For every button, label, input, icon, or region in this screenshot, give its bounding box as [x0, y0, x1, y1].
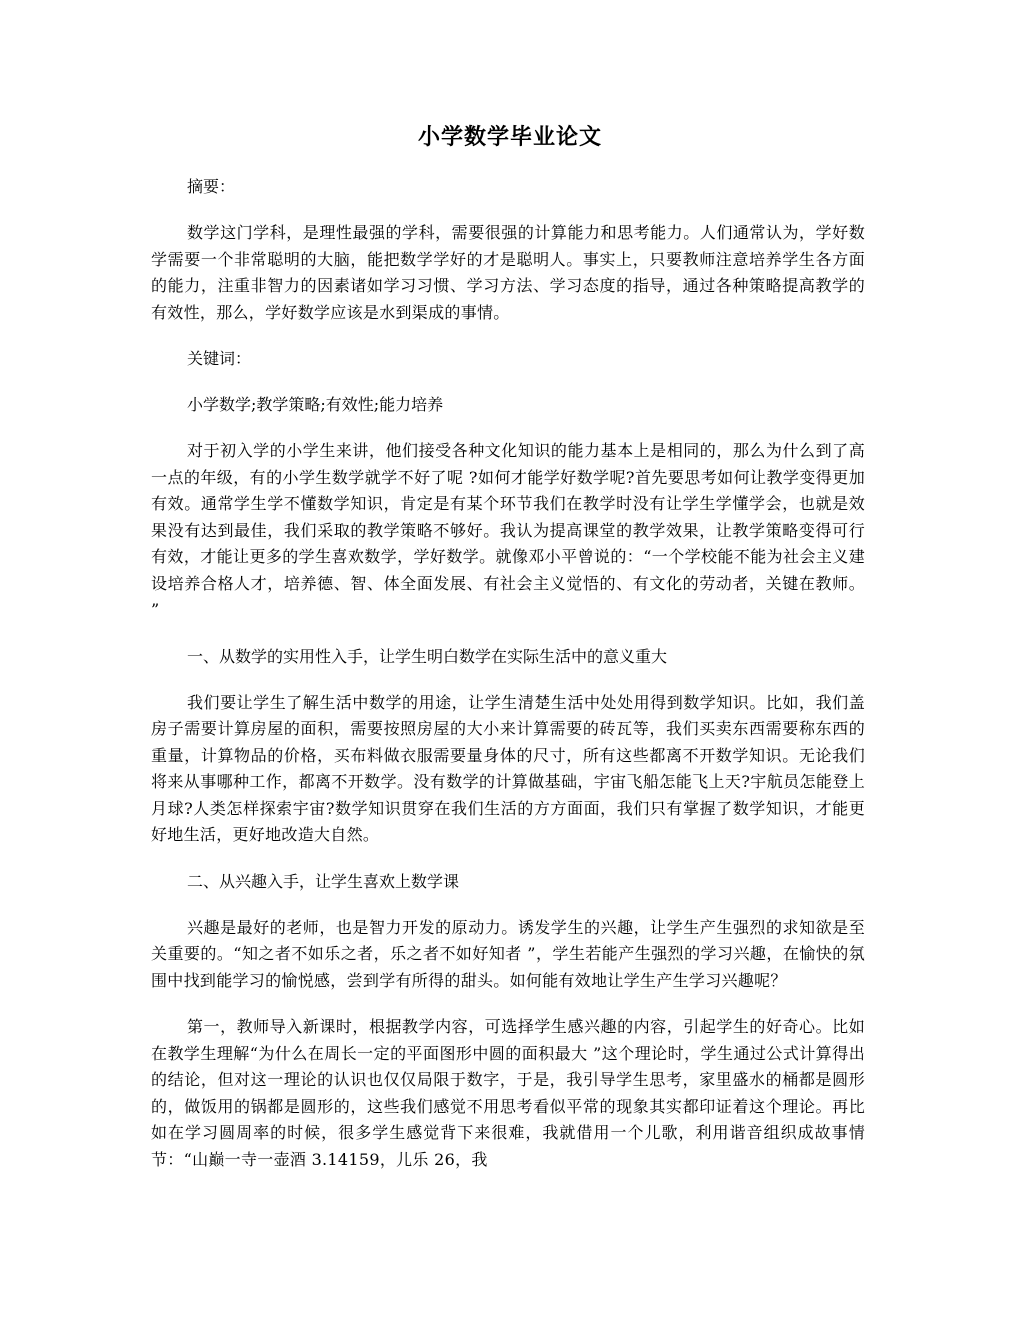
abstract-paragraph: 数学这门学科，是理性最强的学科，需要很强的计算能力和思考能力。人们通常认为，学好数学需要一个非常聪明的大脑，能把数学学好的才是聪明人。事实上，只要教师注意培养学生各方面的能力，注重非智力的因素诸如学习习惯、学习方法、学习态度的指导，通过各种策略提高教学的有效性，那么，学好数学应该是水到渠成的事情。 — [151, 223, 865, 322]
intro-paragraph: 对于初入学的小学生来讲，他们接受各种文化知识的能力基本上是相同的，那么为什么到了高一点的年级，有的小学生数学就学不好了呢 ?如何才能学好数学呢?首先要思考如何让教学变得更加有效。通常学生学不懂数学知识，肯定是有某个环节我们在教学时没有让学生学懂学会，也就是效果没有达到最佳，我们采取的教学策略不够好。我认为提高课堂的教学效果，让教学策略变得可行有效，才能让更多的学生喜欢数学，学好数学。就像邓小平曾说的：“一个学校能不能为社会主义建设培养合格人才，培养德、智、体全面发展、有社会主义觉悟的、有文化的劳动者，关键在教师。 ” — [151, 441, 865, 619]
abstract-label: 摘要： — [187, 177, 236, 196]
keywords-text: 小学数学;教学策略;有效性;能力培养 — [187, 395, 444, 414]
section-1-paragraph: 我们要让学生了解生活中数学的用途，让学生清楚生活中处处用得到数学知识。比如，我们盖房子需要计算房屋的面积，需要按照房屋的大小来计算需要的砖瓦等，我们买卖东西需要称东西的重量，计算物品的价格，买布料做衣服需要量身体的尺寸，所有这些都离不开数学知识。无论我们将来从事哪种工作，都离不开数学。没有数学的计算做基础，宇宙飞船怎能飞上天?宇航员怎能登上月球?人类怎样探索宇宙?数学知识贯穿在我们生活的方方面面，我们只有掌握了数学知识，才能更好地生活，更好地改造大自然。 — [151, 692, 865, 844]
section-1-heading: 一、从数学的实用性入手，让学生明白数学在实际生活中的意义重大 — [187, 646, 668, 666]
section-2-point-1-paragraph: 第一，教师导入新课时，根据教学内容，可选择学生感兴趣的内容，引起学生的好奇心。比如在教学生理解“为什么在周长一定的平面图形中圆的面积最大 ”这个理论时，学生通过公式计算得出的结论，但对这一理论的认识也仅仅局限于数字，于是，我引导学生思考，家里盛水的桶都是圆形的，做饭用的锅都是圆形的，这些我们感觉不用思考看似平常的现象其实都印证着这个理论。再比如在学习圆周率的时候，很多学生感觉背下来很难，我就借用一个儿歌，利用谐音组织成故事情节：“山巅一寺一壶酒 3.14159，儿乐 26，我 — [151, 1017, 865, 1169]
document-title: 小学数学毕业论文 — [417, 124, 602, 150]
section-2-paragraph: 兴趣是最好的老师，也是智力开发的原动力。诱发学生的兴趣，让学生产生强烈的求知欲是至关重要的。“知之者不如乐之者，乐之者不如好知者 ”，学生若能产生强烈的学习兴趣，在愉快的氛围中找到能学习的愉悦感，尝到学有所得的甜头。如何能有效地让学生产生学习兴趣呢？ — [151, 917, 865, 990]
document-body — [151, 174, 865, 1193]
keywords-label: 关键词： — [187, 349, 252, 368]
section-2-heading: 二、从兴趣入手，让学生喜欢上数学课 — [187, 871, 460, 891]
